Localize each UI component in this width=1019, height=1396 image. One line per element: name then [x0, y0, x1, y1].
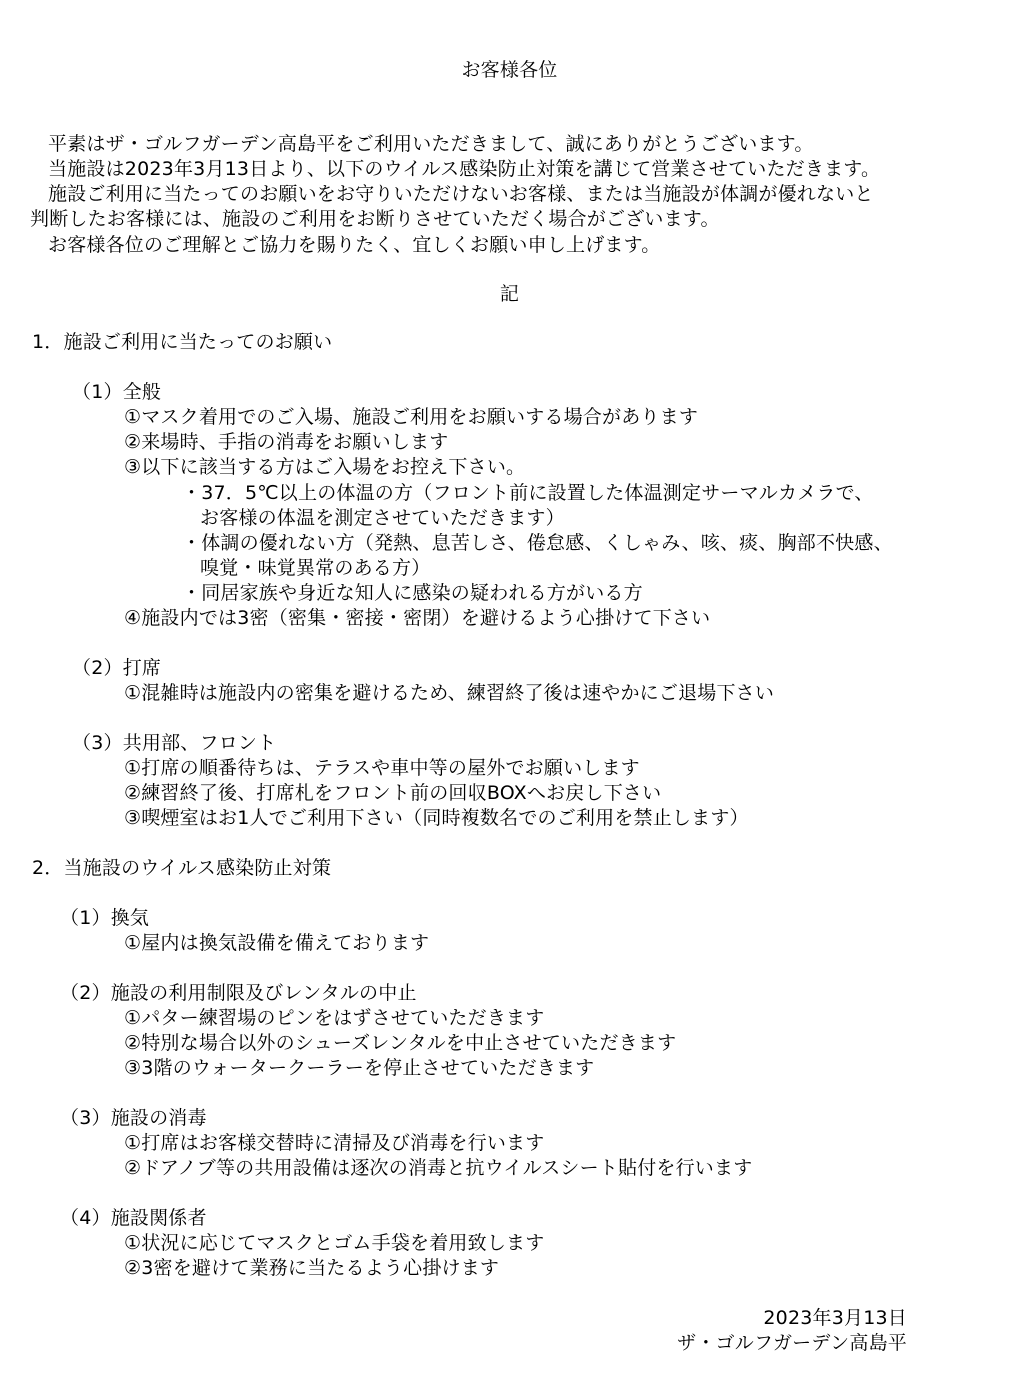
- section1-booth-heading: （2）打席: [72, 657, 162, 679]
- ki-marker: 記: [499, 283, 520, 305]
- section1-title: 1．施設ご利用に当たってのお願い: [32, 331, 333, 353]
- footer-date: 2023年3月13日: [763, 1307, 907, 1329]
- list-item: ①状況に応じてマスクとゴム手袋を着用致します: [124, 1232, 545, 1254]
- list-item: ③3階のウォータークーラーを停止させていただきます: [124, 1057, 595, 1079]
- list-item: ②特別な場合以外のシューズレンタルを中止させていただきます: [124, 1032, 677, 1054]
- section2-staff-heading: （4）施設関係者: [60, 1207, 207, 1229]
- bullet-item: ・同居家族や身近な知人に感染の疑われる方がいる方: [182, 582, 643, 604]
- salutation: お客様各位: [461, 59, 558, 81]
- list-item: ②来場時、手指の消毒をお願いします: [124, 431, 449, 453]
- list-item: ③喫煙室はお1人でご利用下さい（同時複数名でのご利用を禁止します）: [124, 807, 749, 829]
- intro-line-2: 当施設は2023年3月13日より、以下のウイルス感染防止対策を講じて営業させていただきます。: [48, 158, 881, 180]
- intro-line-1: 平素はザ・ゴルフガーデン高島平をご利用いただきまして、誠にありがとうございます。: [48, 133, 814, 155]
- list-item: ①マスク着用でのご入場、施設ご利用をお願いする場合があります: [124, 406, 699, 428]
- list-item: ③以下に該当する方はご入場をお控え下さい。: [124, 456, 526, 478]
- list-item: ②練習終了後、打席札をフロント前の回収BOXへお戻し下さい: [124, 782, 662, 804]
- bullet-item: ・37．5℃以上の体温の方（フロント前に設置した体温測定サーマルカメラで、: [182, 482, 874, 504]
- section2-title: 2．当施設のウイルス感染防止対策: [32, 857, 332, 879]
- section1-general-heading: （1）全般: [72, 381, 162, 403]
- section2-restrictions-heading: （2）施設の利用制限及びレンタルの中止: [60, 982, 417, 1004]
- bullet-item-continuation: お客様の体温を測定させていただきます）: [200, 507, 565, 529]
- list-item: ①打席の順番待ちは、テラスや車中等の屋外でお願いします: [124, 757, 640, 779]
- section2-ventilation-heading: （1）換気: [60, 907, 150, 929]
- list-item: ①パター練習場のピンをはずさせていただきます: [124, 1007, 545, 1029]
- section2-disinfection-heading: （3）施設の消毒: [60, 1107, 207, 1129]
- list-item: ①打席はお客様交替時に清掃及び消毒を行います: [124, 1132, 545, 1154]
- intro-line-3: 施設ご利用に当たってのお願いをお守りいただけないお客様、または当施設が体調が優れないと: [48, 183, 874, 205]
- list-item: ①混雑時は施設内の密集を避けるため、練習終了後は速やかにご退場下さい: [124, 682, 775, 704]
- list-item: ②3密を避けて業務に当たるよう心掛けます: [124, 1257, 500, 1279]
- bullet-item-continuation: 嗅覚・味覚異常のある方）: [200, 557, 431, 579]
- bullet-item: ・体調の優れない方（発熱、息苦しさ、倦怠感、くしゃみ、咳、痰、胸部不快感、: [182, 532, 893, 554]
- intro-line-4: 判断したお客様には、施設のご利用をお断りさせていただく場合がございます。: [30, 208, 720, 230]
- intro-line-5: お客様各位のご理解とご協力を賜りたく、宜しくお願い申し上げます。: [48, 234, 661, 256]
- list-item: ②ドアノブ等の共用設備は逐次の消毒と抗ウイルスシート貼付を行います: [124, 1157, 753, 1179]
- list-item: ①屋内は換気設備を備えております: [124, 932, 430, 954]
- footer-signature: ザ・ゴルフガーデン高島平: [677, 1332, 907, 1354]
- list-item: ④施設内では3密（密集・密接・密閉）を避けるよう心掛けて下さい: [124, 607, 711, 629]
- section1-common-heading: （3）共用部、フロント: [72, 732, 277, 754]
